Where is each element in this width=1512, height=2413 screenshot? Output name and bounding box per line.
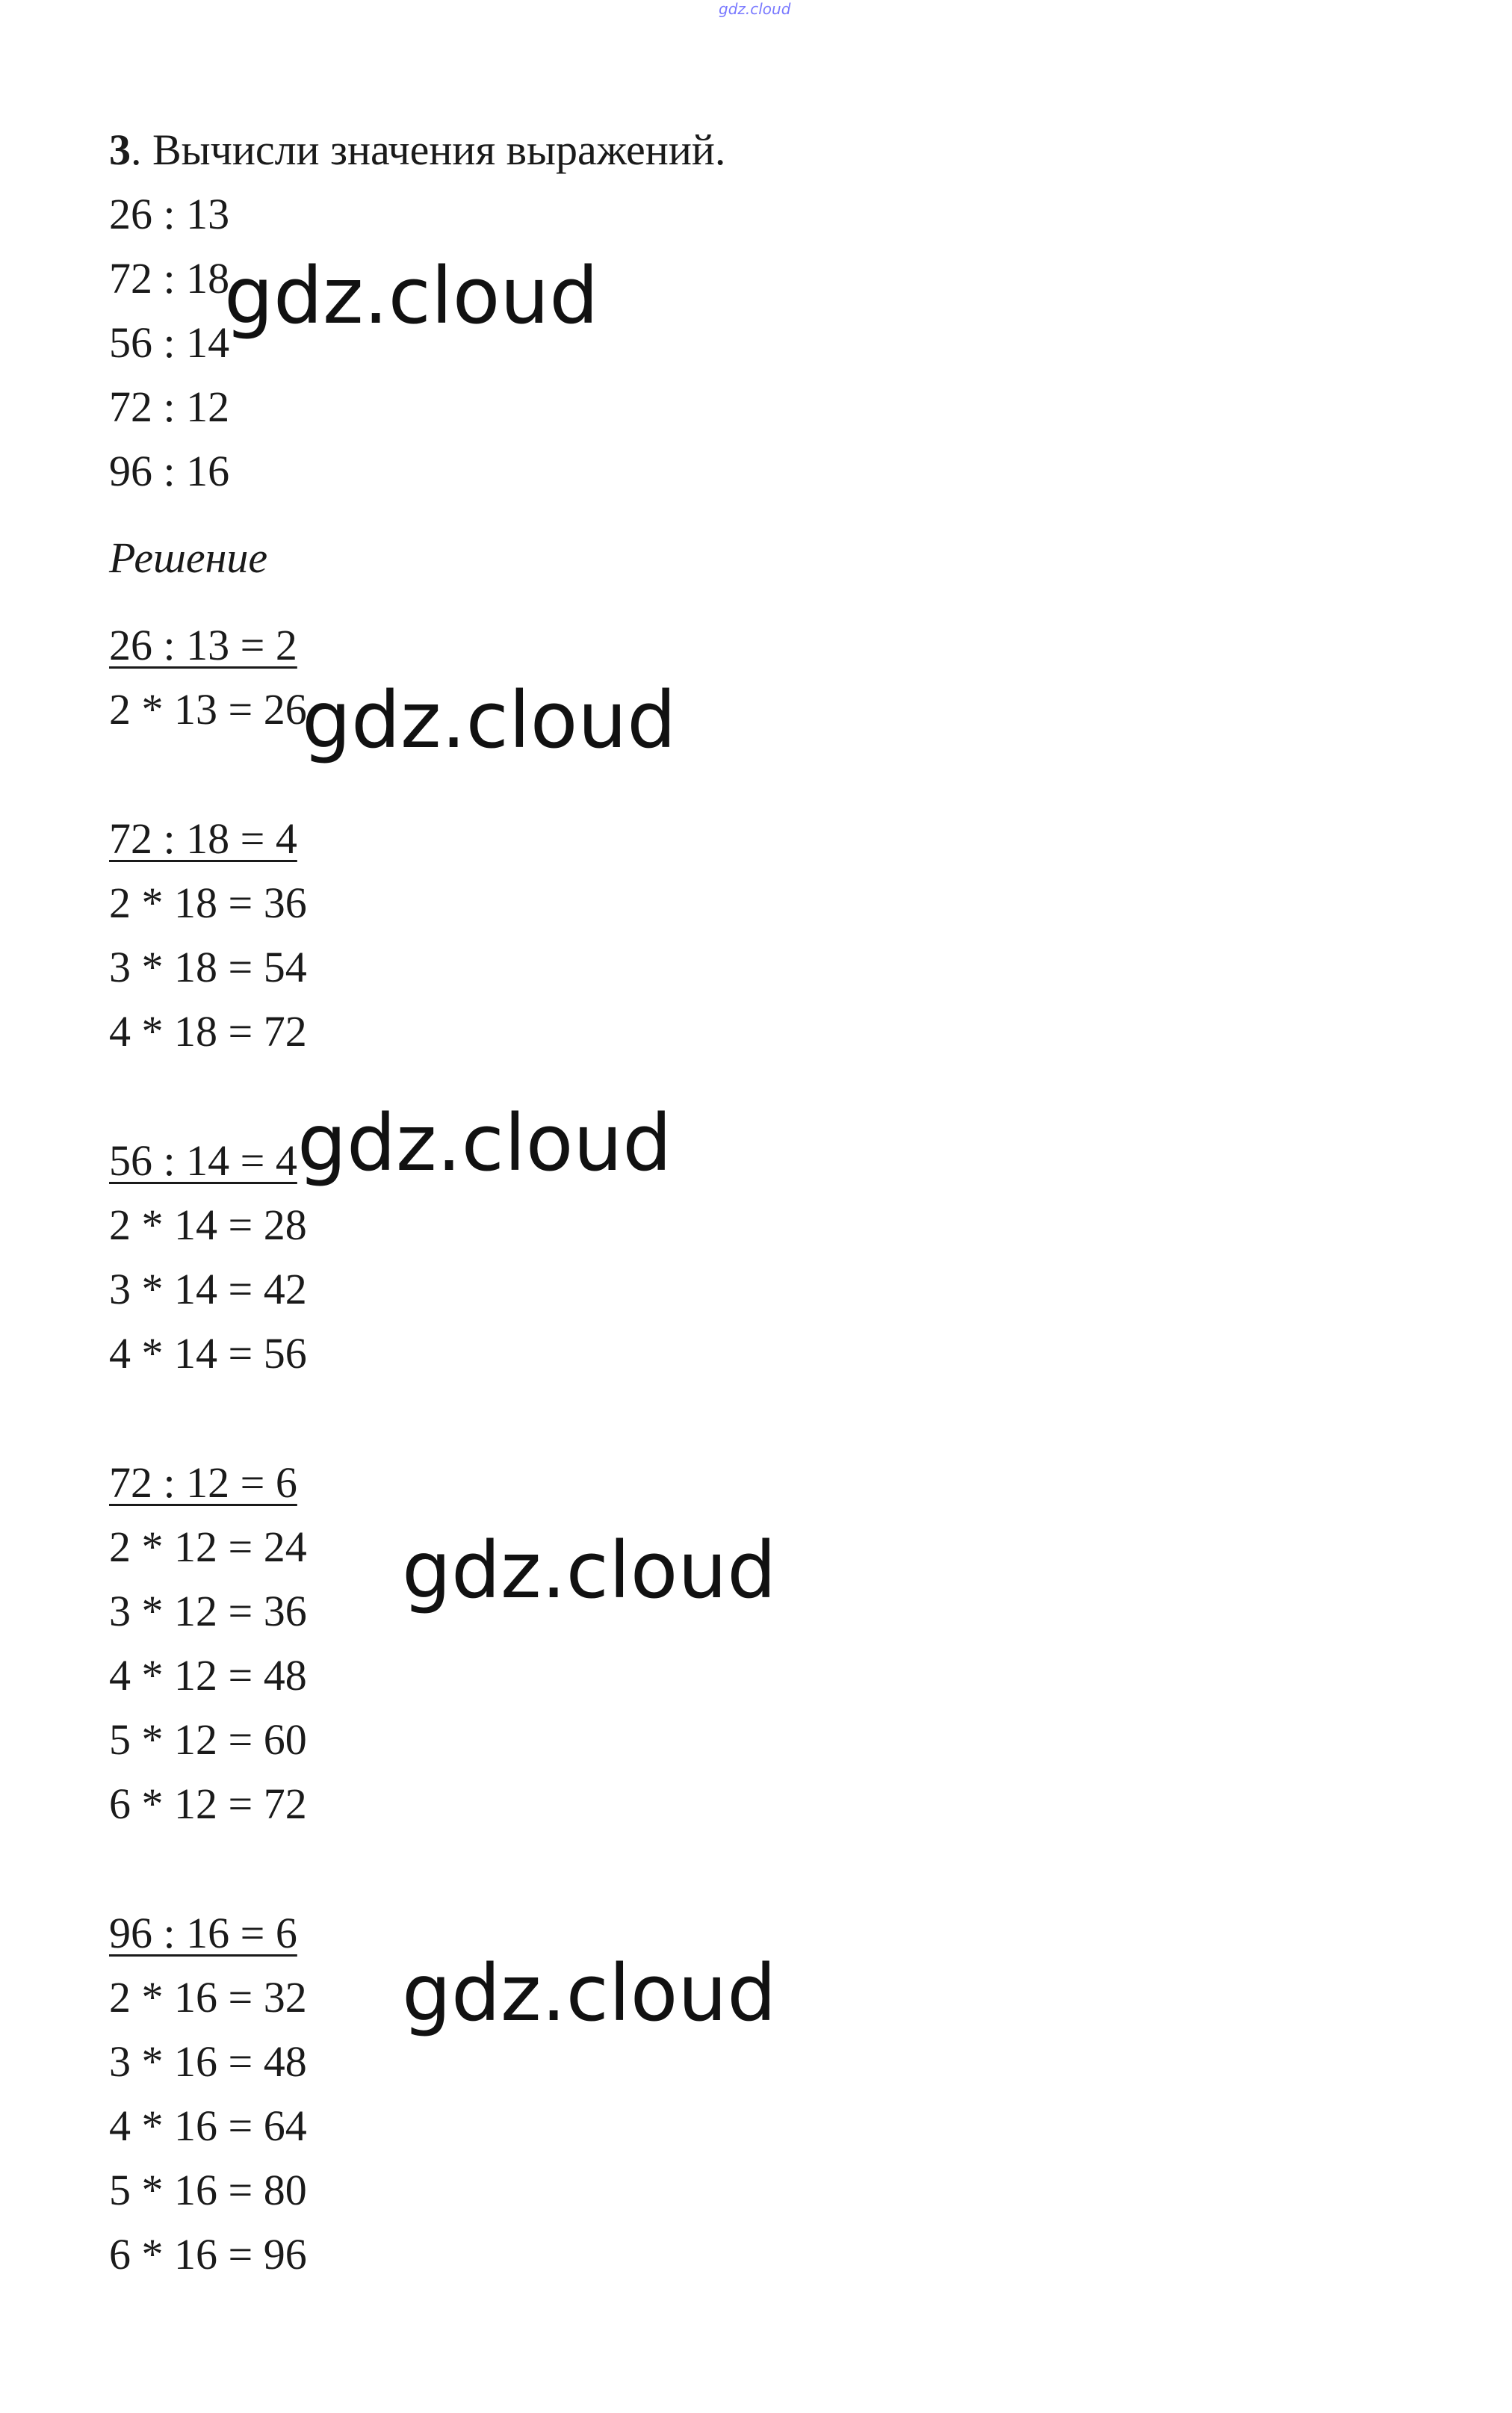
watermark: gdz.cloud	[224, 250, 599, 341]
watermark: gdz.cloud	[302, 675, 677, 766]
watermark: gdz.cloud	[402, 1525, 777, 1616]
check-line: 2 * 18 = 36	[109, 879, 307, 927]
task-text: . Вычисли значения выражений.	[131, 126, 726, 174]
header-watermark: gdz.cloud	[719, 0, 791, 18]
check-line: 6 * 12 = 72	[109, 1779, 307, 1828]
expression: 26 : 13	[109, 190, 230, 238]
check-line: 4 * 14 = 56	[109, 1329, 307, 1378]
solution-result: 72 : 18 = 4	[109, 814, 297, 863]
check-line: 5 * 16 = 80	[109, 2166, 307, 2214]
task-number: 3	[109, 126, 131, 174]
expression: 56 : 14	[109, 318, 230, 367]
check-line: 2 * 16 = 32	[109, 1973, 307, 2022]
check-line: 6 * 16 = 96	[109, 2230, 307, 2279]
check-line: 4 * 18 = 72	[109, 1007, 307, 1056]
solution-label: Решение	[109, 533, 268, 582]
check-line: 3 * 14 = 42	[109, 1265, 307, 1313]
watermark: gdz.cloud	[297, 1097, 672, 1189]
solution-result: 56 : 14 = 4	[109, 1136, 297, 1185]
check-line: 2 * 12 = 24	[109, 1523, 307, 1571]
check-line: 4 * 12 = 48	[109, 1651, 307, 1700]
solution-result: 26 : 13 = 2	[109, 621, 297, 669]
solution-result: 72 : 12 = 6	[109, 1458, 297, 1507]
solution-result: 96 : 16 = 6	[109, 1909, 297, 1957]
watermark: gdz.cloud	[402, 1948, 777, 2039]
check-line: 3 * 12 = 36	[109, 1587, 307, 1635]
check-line: 2 * 14 = 28	[109, 1201, 307, 1249]
expression: 72 : 18	[109, 254, 230, 303]
expression: 96 : 16	[109, 447, 230, 495]
check-line: 5 * 12 = 60	[109, 1715, 307, 1764]
task-heading	[109, 128, 725, 172]
check-line: 4 * 16 = 64	[109, 2101, 307, 2150]
check-line: 3 * 18 = 54	[109, 943, 307, 991]
check-line: 3 * 16 = 48	[109, 2037, 307, 2086]
expression: 72 : 12	[109, 382, 230, 431]
check-line: 2 * 13 = 26	[109, 685, 307, 734]
